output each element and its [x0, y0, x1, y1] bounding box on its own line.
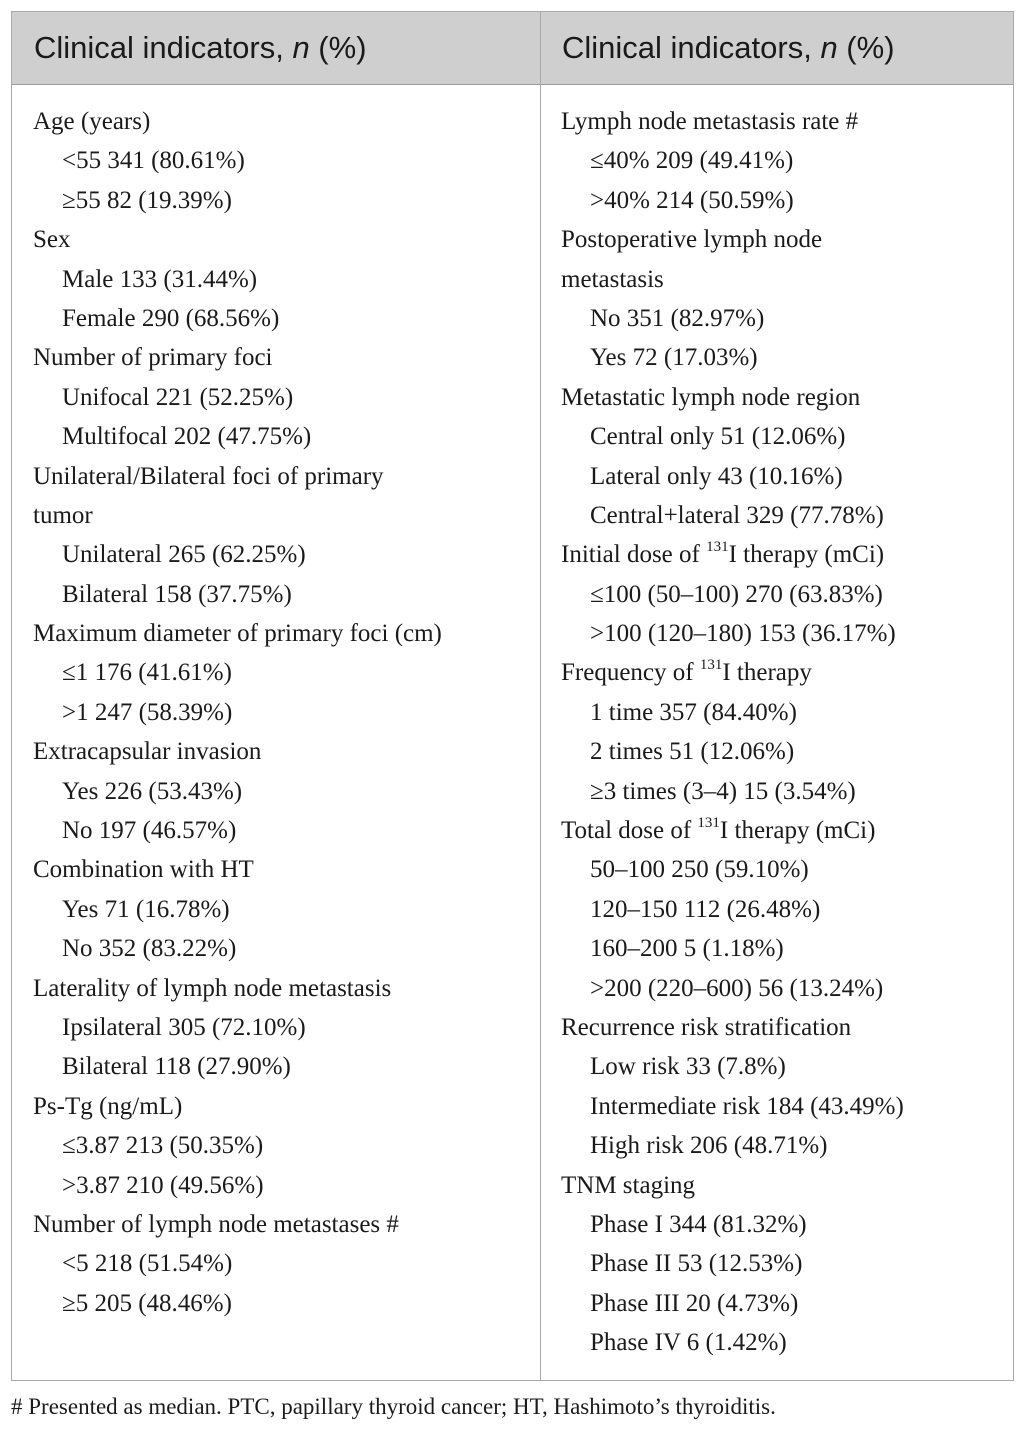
- row-text: Number of primary foci: [33, 344, 273, 372]
- table-row-value: [561, 890, 1001, 929]
- table-row-category: [561, 1166, 1001, 1205]
- table-row-value: [33, 417, 533, 456]
- row-text: Initial dose of: [561, 541, 707, 569]
- row-text: Frequency of: [561, 659, 700, 687]
- row-text: Phase III 20 (4.73%): [590, 1289, 799, 1317]
- row-text-after: I therapy (mCi): [728, 541, 885, 569]
- row-text: No 352 (83.22%): [62, 935, 237, 963]
- table-row-category: [33, 457, 533, 496]
- row-text: Yes 71 (16.78%): [62, 895, 230, 923]
- row-text: ≥3 times (3–4) 15 (3.54%): [590, 777, 856, 805]
- header-right-italic: n: [820, 30, 838, 65]
- table-row-value: [561, 1205, 1001, 1244]
- row-text: 2 times 51 (12.06%): [590, 738, 795, 766]
- table-row-value: [33, 575, 533, 614]
- header-left-suffix: (%): [309, 30, 367, 65]
- row-text: <55 341 (80.61%): [62, 147, 245, 175]
- row-text: >200 (220–600) 56 (13.24%): [590, 974, 884, 1002]
- table-row-category: [561, 811, 1001, 850]
- row-text: >100 (120–180) 153 (36.17%): [590, 620, 896, 648]
- table-row-value: [33, 811, 533, 850]
- table-row-value: [561, 1244, 1001, 1283]
- header-right-prefix: Clinical indicators,: [562, 30, 821, 65]
- table-row-category: [33, 732, 533, 771]
- row-text: ≥5 205 (48.46%): [62, 1289, 232, 1317]
- row-text: Unifocal 221 (52.25%): [62, 383, 294, 411]
- row-text: Lateral only 43 (10.16%): [590, 462, 843, 490]
- row-text: Laterality of lymph node metastasis: [33, 974, 392, 1002]
- table-row-category: [561, 535, 1001, 574]
- table-row-category: [561, 102, 1001, 141]
- right-column: [561, 102, 1001, 1363]
- row-text: Yes 72 (17.03%): [590, 344, 758, 372]
- header-cell-right: [562, 12, 895, 84]
- row-text: Combination with HT: [33, 856, 254, 884]
- table-row-value: [561, 693, 1001, 732]
- table-row-value: [33, 181, 533, 220]
- row-text: Female 290 (68.56%): [62, 304, 280, 332]
- row-text: Postoperative lymph node: [561, 226, 823, 254]
- table-row-category: [33, 614, 533, 653]
- row-text: >1 247 (58.39%): [62, 698, 233, 726]
- table-row-value: [33, 141, 533, 180]
- row-text: metastasis: [561, 265, 664, 293]
- table-row-category: [33, 1205, 533, 1244]
- table-row-value: [33, 535, 533, 574]
- table-row-value: [561, 1047, 1001, 1086]
- header-left-italic: n: [292, 30, 310, 65]
- table-row-value: [561, 732, 1001, 771]
- table-row-value: [33, 1244, 533, 1283]
- table-row-value: [561, 141, 1001, 180]
- row-text: ≥55 82 (19.39%): [62, 186, 232, 214]
- table-row-value: [561, 457, 1001, 496]
- row-text: Unilateral 265 (62.25%): [62, 541, 306, 569]
- table-row-value: [33, 929, 533, 968]
- table-row-value: [33, 1284, 533, 1323]
- table-row-value: [561, 496, 1001, 535]
- row-text: Multifocal 202 (47.75%): [62, 423, 312, 451]
- row-text: Bilateral 118 (27.90%): [62, 1053, 291, 1081]
- row-text: Low risk 33 (7.8%): [590, 1053, 786, 1081]
- table-row-category: [33, 496, 533, 535]
- table-row-value: [561, 1323, 1001, 1362]
- table-row-category: [33, 1087, 533, 1126]
- row-text: >3.87 210 (49.56%): [62, 1171, 264, 1199]
- table-row-category: [561, 260, 1001, 299]
- table-row-value: [561, 575, 1001, 614]
- row-superscript: 131: [699, 657, 723, 674]
- row-text: No 351 (82.97%): [590, 304, 765, 332]
- table-row-value: [561, 299, 1001, 338]
- table-footnote: # Presented as median. PTC, papillary thyroid cancer; HT, Hashimoto’s thyroiditis.: [11, 1394, 776, 1419]
- header-left-prefix: Clinical indicators,: [34, 30, 293, 65]
- left-column: [33, 102, 533, 1323]
- table-row-category: [33, 338, 533, 377]
- row-text: Central+lateral 329 (77.78%): [590, 501, 884, 529]
- table-row-value: [33, 1126, 533, 1165]
- row-text: Ps-Tg (ng/mL): [33, 1092, 183, 1120]
- table-row-value: [33, 1047, 533, 1086]
- table-row-value: [33, 260, 533, 299]
- table-row-category: [33, 850, 533, 889]
- row-text: Metastatic lymph node region: [561, 383, 861, 411]
- row-text: Total dose of: [561, 817, 698, 845]
- table-row-value: [33, 1008, 533, 1047]
- table-row-category: [561, 220, 1001, 259]
- row-text: Recurrence risk stratification: [561, 1013, 852, 1041]
- table-row-value: [561, 929, 1001, 968]
- table-row-value: [33, 890, 533, 929]
- row-text: Male 133 (31.44%): [62, 265, 258, 293]
- row-text: ≤3.87 213 (50.35%): [62, 1132, 264, 1160]
- table-row-value: [33, 693, 533, 732]
- row-text: Ipsilateral 305 (72.10%): [62, 1013, 306, 1041]
- table-row-category: [561, 653, 1001, 692]
- row-text: Phase IV 6 (1.42%): [590, 1329, 787, 1357]
- table-row-value: [33, 378, 533, 417]
- row-text: Unilateral/Bilateral foci of primary: [33, 462, 384, 490]
- table-row-value: [561, 772, 1001, 811]
- row-text: No 197 (46.57%): [62, 817, 237, 845]
- row-text: Central only 51 (12.06%): [590, 423, 846, 451]
- row-text: ≤1 176 (41.61%): [62, 659, 232, 687]
- table-row-category: [33, 220, 533, 259]
- table-row-value: [561, 181, 1001, 220]
- row-text-after: I therapy (mCi): [719, 817, 876, 845]
- row-text: >40% 214 (50.59%): [590, 186, 794, 214]
- table-row-value: [561, 1126, 1001, 1165]
- table-row-category: [33, 969, 533, 1008]
- table-row-value: [33, 653, 533, 692]
- row-text: Yes 226 (53.43%): [62, 777, 243, 805]
- table-row-value: [561, 850, 1001, 889]
- table-row-category: [561, 378, 1001, 417]
- row-text: 160–200 5 (1.18%): [590, 935, 784, 963]
- row-superscript: 131: [706, 538, 729, 555]
- row-text: Lymph node metastasis rate #: [561, 108, 859, 135]
- row-text: <5 218 (51.54%): [62, 1250, 233, 1278]
- row-text: Intermediate risk 184 (43.49%): [590, 1092, 904, 1120]
- column-divider: [540, 12, 541, 1380]
- row-text: Phase II 53 (12.53%): [590, 1250, 803, 1278]
- table-row-value: [561, 338, 1001, 377]
- row-text: Sex: [33, 226, 71, 254]
- row-text: High risk 206 (48.71%): [590, 1132, 828, 1160]
- table-row-value: [561, 614, 1001, 653]
- row-superscript: 131: [697, 814, 720, 831]
- table-row-value: [561, 417, 1001, 456]
- row-text: 120–150 112 (26.48%): [590, 895, 821, 923]
- table-row-value: [561, 1087, 1001, 1126]
- table-header-row: [12, 12, 1013, 85]
- row-text: tumor: [33, 501, 93, 529]
- row-text-after: I therapy: [722, 659, 812, 687]
- row-text: ≤40% 209 (49.41%): [590, 147, 794, 175]
- row-text: Age (years): [33, 108, 151, 135]
- table-row-value: [33, 772, 533, 811]
- table-row-category: [561, 1008, 1001, 1047]
- row-text: Bilateral 158 (37.75%): [62, 580, 292, 608]
- row-text: ≤100 (50–100) 270 (63.83%): [590, 580, 883, 608]
- table-row-value: [33, 1166, 533, 1205]
- table-row-value: [561, 1284, 1001, 1323]
- row-text: Maximum diameter of primary foci (cm): [33, 620, 442, 648]
- clinical-indicators-table: [11, 11, 1014, 1381]
- table-row-value: [561, 969, 1001, 1008]
- row-text: 1 time 357 (84.40%): [590, 698, 797, 726]
- row-text: Phase I 344 (81.32%): [590, 1210, 807, 1238]
- table-row-category: [33, 102, 533, 141]
- header-right-suffix: (%): [837, 30, 895, 65]
- header-cell-left: [34, 12, 367, 84]
- row-text: TNM staging: [561, 1171, 696, 1199]
- row-text: Extracapsular invasion: [33, 738, 262, 766]
- row-text: 50–100 250 (59.10%): [590, 856, 809, 884]
- row-text: Number of lymph node metastases #: [33, 1210, 399, 1238]
- table-row-value: [33, 299, 533, 338]
